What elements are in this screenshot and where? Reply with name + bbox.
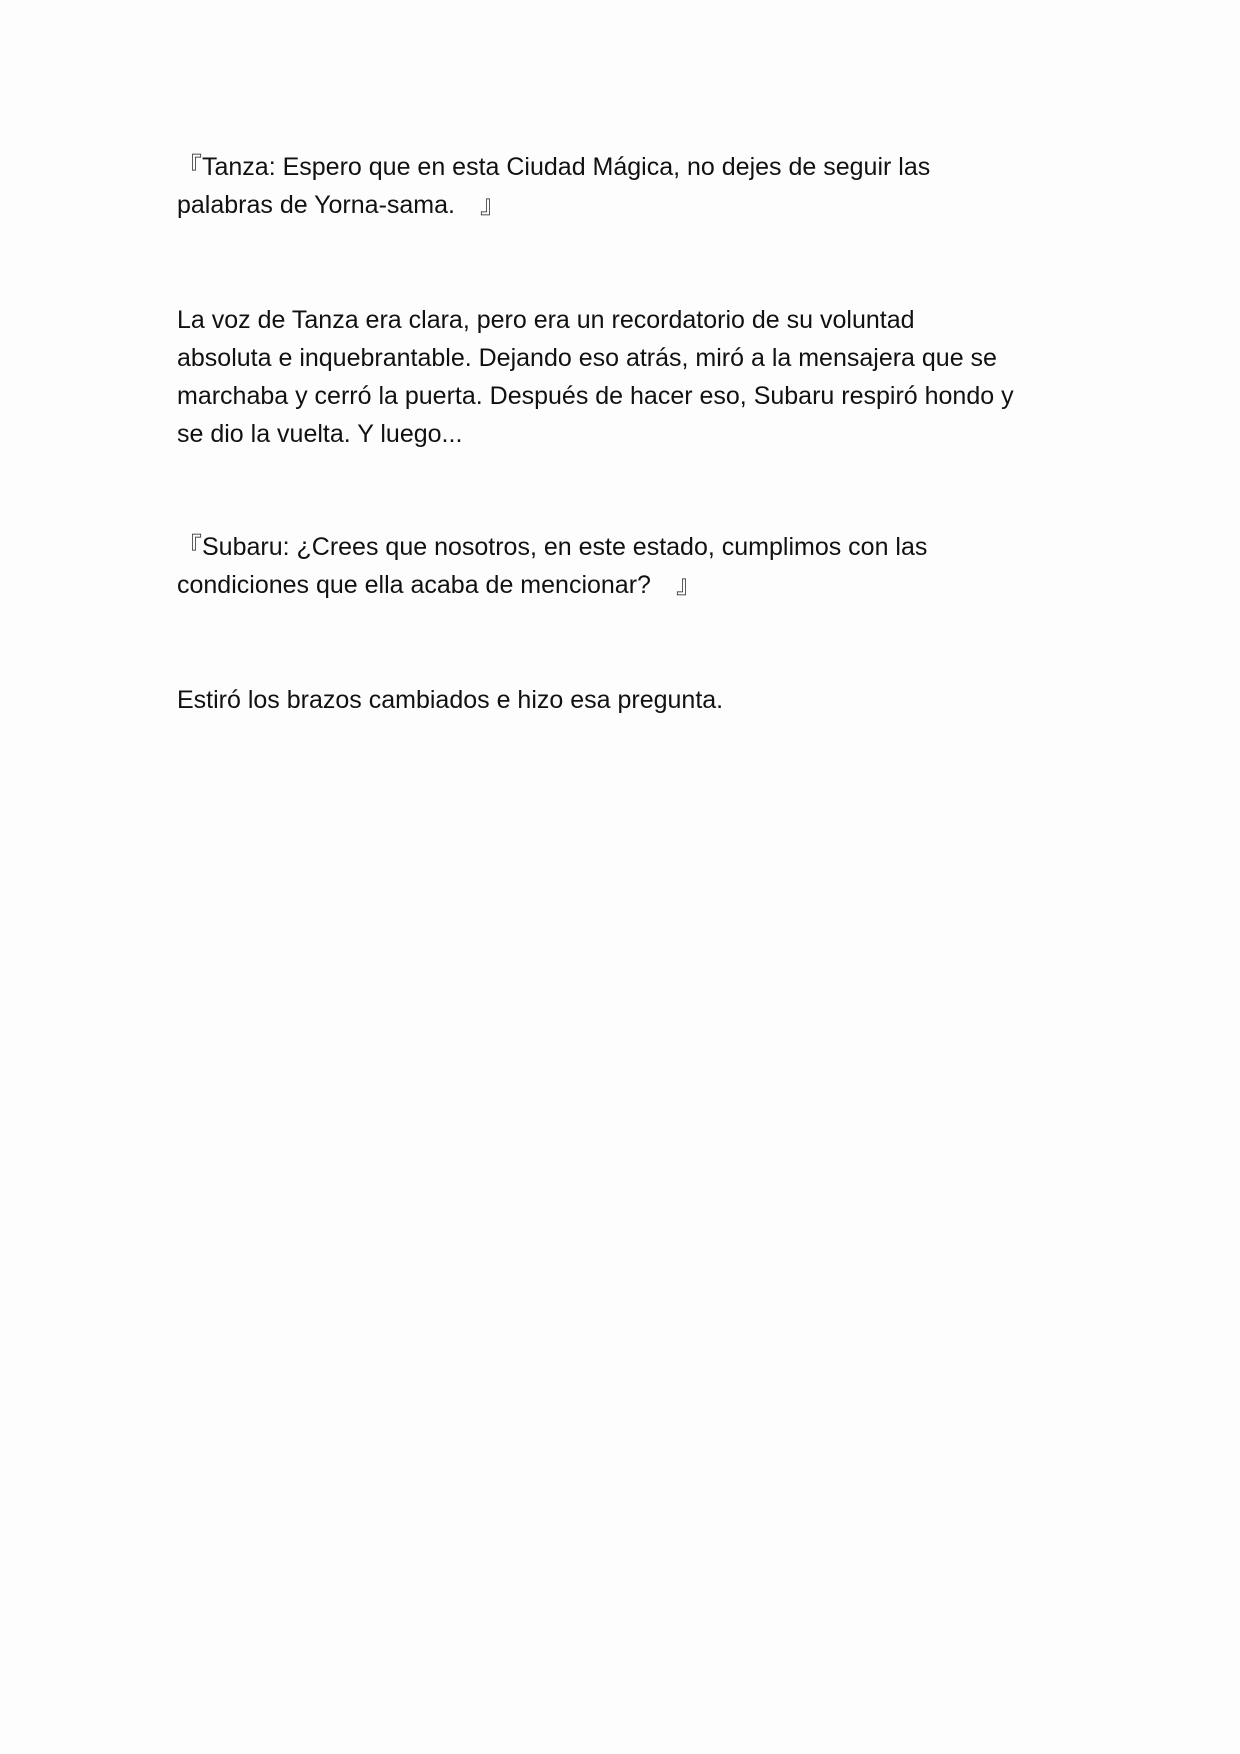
text-line: absoluta e inquebrantable. Dejando eso atrás, miró a la mensajera que se	[177, 344, 997, 372]
dialogue-subaru	[177, 528, 1077, 604]
text-line: 『Subaru: ¿Crees que nosotros, en este estado, cumplimos con las	[177, 533, 928, 561]
text-line: 『Tanza: Espero que en esta Ciudad Mágica, no dejes de seguir las	[177, 153, 931, 181]
text-line: marchaba y cerró la puerta. Después de hacer eso, Subaru respiró hondo y	[177, 382, 1014, 410]
closing-paragraph	[177, 681, 1077, 719]
text-line: Estiró los brazos cambiados e hizo esa pregunta.	[177, 686, 724, 714]
text-line: palabras de Yorna-sama. 』	[177, 191, 505, 219]
text-line: La voz de Tanza era clara, pero era un recordatorio de su voluntad	[177, 306, 915, 334]
narration-paragraph	[177, 301, 1077, 453]
text-line: condiciones que ella acaba de mencionar? 』	[177, 571, 701, 599]
dialogue-tanza	[177, 148, 1077, 224]
text-line: se dio la vuelta. Y luego...	[177, 420, 463, 448]
